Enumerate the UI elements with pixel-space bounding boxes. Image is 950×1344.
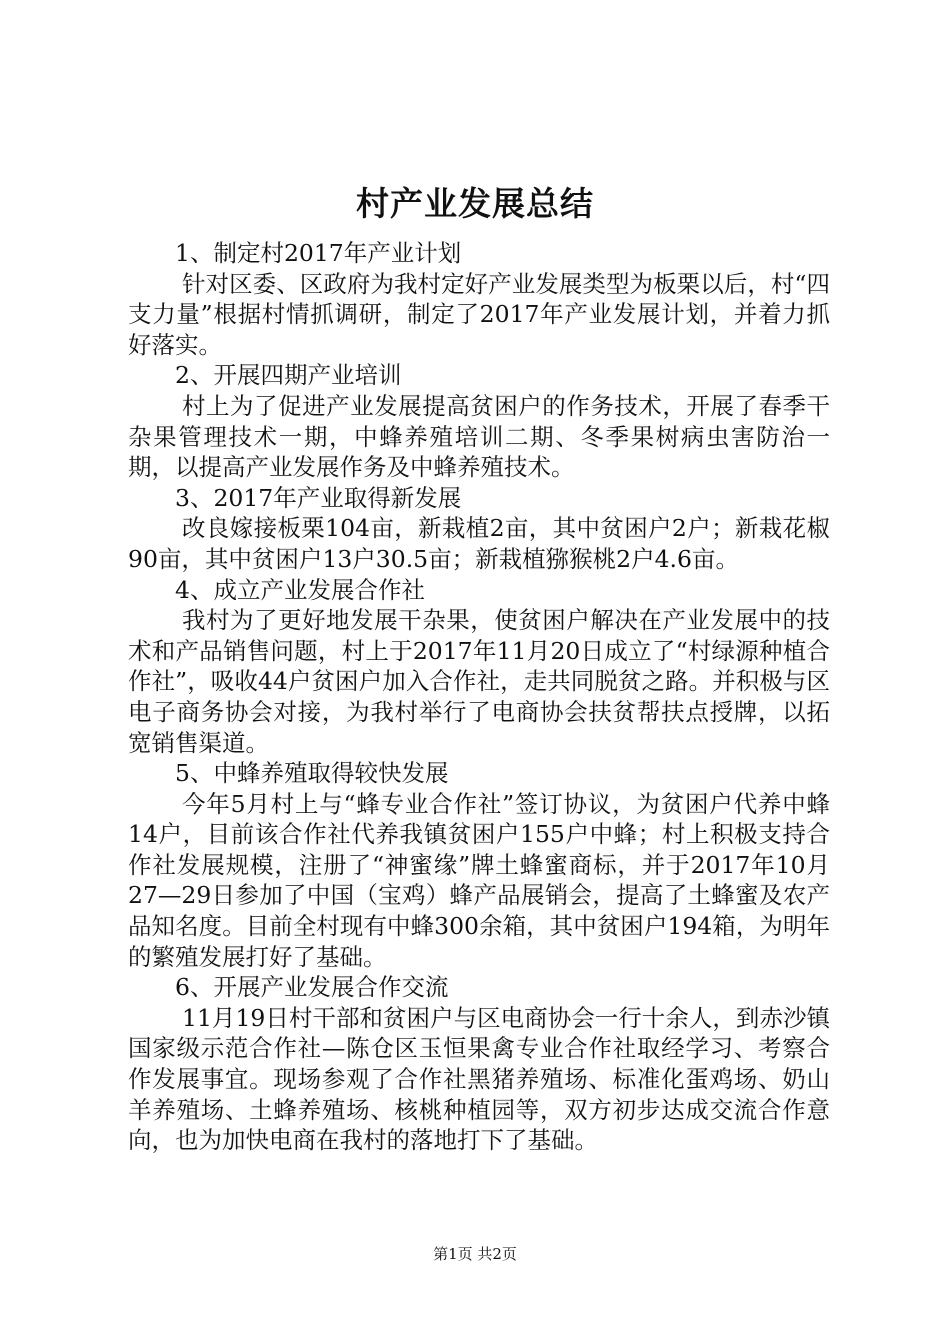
- section-4-heading: 4、成立产业发展合作社: [175, 575, 425, 604]
- document-title: 村产业发展总结: [356, 184, 594, 223]
- page-number-footer: 第1页 共2页: [433, 1245, 517, 1263]
- section-1-paragraph: 针对区委、区政府为我村定好产业发展类型为板栗以后，村“四支力量”根据村情抓调研，制定了2017年产业发展计划，并着力抓好落实。: [128, 269, 830, 359]
- section-2-heading: 2、开展四期产业培训: [175, 361, 402, 390]
- section-5-heading: 5、中蜂养殖取得较快发展: [175, 759, 449, 788]
- section-3-paragraph: 改良嫁接板栗104亩，新栽植2亩，其中贫困户2户；新栽花椒90亩，其中贫困户13户30.5亩；新栽植猕猴桃2户4.6亩。: [128, 514, 830, 573]
- document-body: [128, 238, 830, 1156]
- section-6-heading: 6、开展产业发展合作交流: [175, 973, 449, 1002]
- section-5-paragraph: 今年5月村上与“蜂专业合作社”签订协议，为贫困户代养中蜂14户，目前该合作社代养我镇贫困户155户中蜂；村上积极支持合作社发展规模，注册了“神蜜缘”牌土蜂蜜商标，并于2017年10月27—29日参加了中国（宝鸡）蜂产品展销会，提高了土蜂蜜及农产品知名度。目前全村现有中蜂300余箱，其中贫困户194箱，为明年的繁殖发展打好了基础。: [128, 789, 830, 971]
- section-6-paragraph: 11月19日村干部和贫困户与区电商协会一行十余人，到赤沙镇国家级示范合作社—陈仓区玉恒果禽专业合作社取经学习、考察合作发展事宜。现场参观了合作社黑猪养殖场、标准化蛋鸡场、奶山羊养殖场、土蜂养殖场、核桃种植园等，双方初步达成交流合作意向，也为加快电商在我村的落地打下了基础。: [128, 1003, 830, 1155]
- section-2-paragraph: 村上为了促进产业发展提高贫困户的作务技术，开展了春季干杂果管理技术一期，中蜂养殖培训二期、冬季果树病虫害防治一期，以提高产业发展作务及中蜂养殖技术。: [128, 391, 830, 482]
- section-1-heading: 1、制定村2017年产业计划: [175, 239, 462, 267]
- section-4-paragraph: 我村为了更好地发展干杂果，使贫困户解决在产业发展中的技术和产品销售问题，村上于2017年11月20日成立了“村绿源种植合作社”，吸收44户贫困户加入合作社，走共同脱贫之路。并积极与区电子商务协会对接，为我村举行了电商协会扶贫帮扶点授牌，以拓宽销售渠道。: [128, 606, 830, 757]
- section-3-heading: 3、2017年产业取得新发展: [175, 483, 462, 512]
